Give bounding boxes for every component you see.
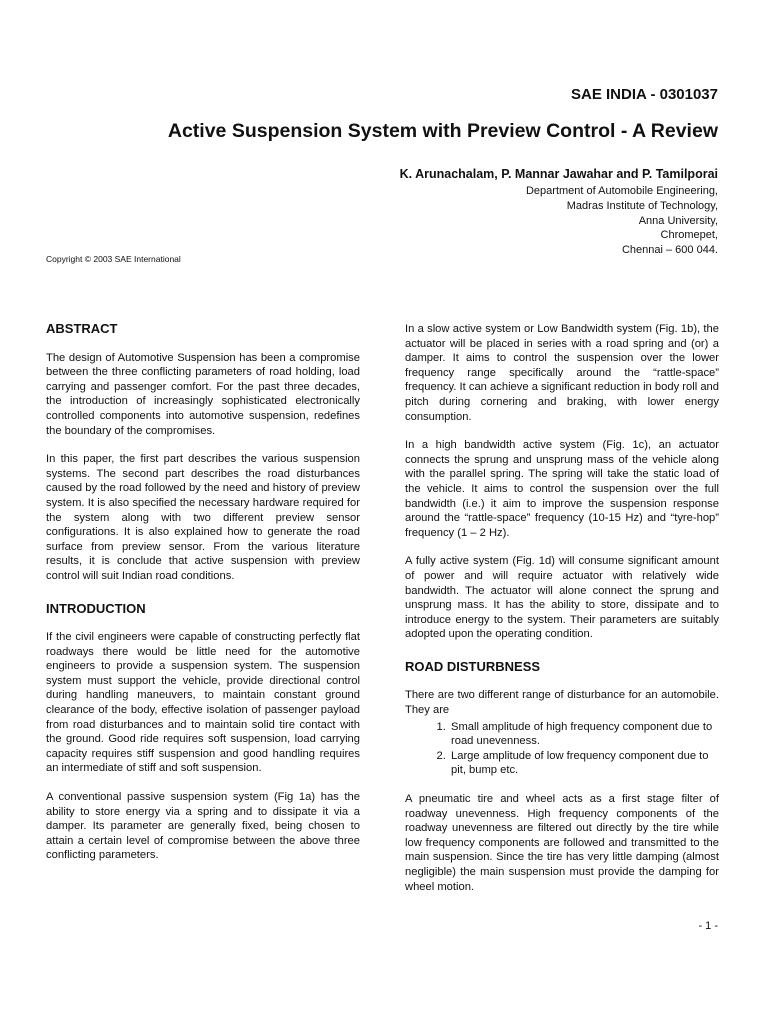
introduction-heading: INTRODUCTION xyxy=(46,600,146,616)
affiliation-line: Madras Institute of Technology, xyxy=(566,199,718,212)
authors: K. Arunachalam, P. Mannar Jawahar and P. Tamilporai xyxy=(399,167,718,181)
abstract-heading: ABSTRACT xyxy=(46,321,118,336)
list-item: 1. Small amplitude of high frequency component due to road unevenness. xyxy=(449,720,719,749)
affiliation-line: Department of Automobile Engineering, xyxy=(525,185,718,197)
affiliation-line: Chennai – 600 044. xyxy=(621,244,718,257)
affiliation-line: Anna University, xyxy=(638,214,718,227)
body-paragraph: A fully active system (Fig. 1d) will consume significant amount of power and will require actuator with relatively wide bandwidth. The actuator will alone connect the sprung and unsprung mass. It has the ability to store, dissipate and to introduce energy to the system. Their parameters are suitably adopted upon the operating condition. xyxy=(405,555,719,641)
affiliation-line: Chromepet, xyxy=(660,229,718,242)
road-disturbness-heading: ROAD DISTURBNESS xyxy=(405,658,541,674)
disturbance-list xyxy=(405,720,719,778)
paper-title: Active Suspension System with Preview Control - A Review xyxy=(167,120,718,142)
body-paragraph: A pneumatic tire and wheel acts as a first stage filter of roadway unevenness. High frequency components of the roadway unevenness are filtered out directly by the tire while low frequency components are followed and transmitted to the main suspension. Since the tire has very little damping (almost negligible) the main suspension must provide the damping for wheel motion. xyxy=(405,793,719,893)
body-paragraph: There are two different range of disturbance for an automobile. They are xyxy=(405,689,719,717)
list-item: 2. Large amplitude of low frequency component due to pit, bump etc. xyxy=(449,749,719,778)
page-number: - 1 - xyxy=(698,920,718,932)
affiliation xyxy=(526,184,718,258)
left-column xyxy=(46,322,360,877)
body-paragraph: In a slow active system or Low Bandwidth system (Fig. 1b), the actuator will be placed in series with a road spring and (or) a damper. It aims to control the suspension over the lower frequency range specifically around the “rattle-space” frequency. It can achieve a significant reduction in body roll and pitch during cornering and braking, with lower energy consumption. xyxy=(405,323,719,423)
right-column xyxy=(405,322,719,908)
abstract-paragraph: In this paper, the first part describes the various suspension systems. The second part describes the road disturbances caused by the road followed by the need and history of preview system. It is also specified the necessary hardware required for the system along with two different preview sensor configurations. It is also explained how to generate the road surface from preview sensor. From the various literature results, it is conclude that active suspension with preview control will suit Indian road conditions. xyxy=(46,453,360,582)
introduction-paragraph: A conventional passive suspension system (Fig 1a) has the ability to store energy via a spring and to dissipate it via a damper. Its parameter are generally fixed, being chosen to attain a certain level of compromise between the above three conflicting parameters. xyxy=(46,791,360,862)
paper-id: SAE INDIA - 0301037 xyxy=(570,86,718,103)
introduction-paragraph: If the civil engineers were capable of constructing perfectly flat roadways there would be little need for the automotive engineers to provide a suspension system. The suspension system must support the vehicle, provide directional control during handling maneuvers, to maintain constant ground clearance of the body, effective isolation of passenger payload from road disturbances and to maintain solid tire contact with the ground. Good ride requires soft suspension, load carrying capacity requires stiff suspension and good handling requires an intermediate of stiff and soft suspension. xyxy=(46,631,360,775)
copyright: Copyright © 2003 SAE International xyxy=(46,254,181,264)
body-paragraph: In a high bandwidth active system (Fig. 1c), an actuator connects the sprung and unsprung mass of the vehicle along with the parallel spring. The spring will take the static load of the vehicle. It aims to control the suspension over the full bandwidth (i.e.) it aim to improve the suspension response around the “rattle-space” frequency (10-15 Hz) and “tyre-hop” frequency (1 – 2 Hz). xyxy=(405,439,719,539)
abstract-paragraph: The design of Automotive Suspension has been a compromise between the three conflicting parameters of road holding, load carrying and passenger comfort. For the past three decades, the introduction of increasingly sophisticated electronically controlled components into automotive suspension, redefines the boundary of the compromises. xyxy=(46,351,360,437)
